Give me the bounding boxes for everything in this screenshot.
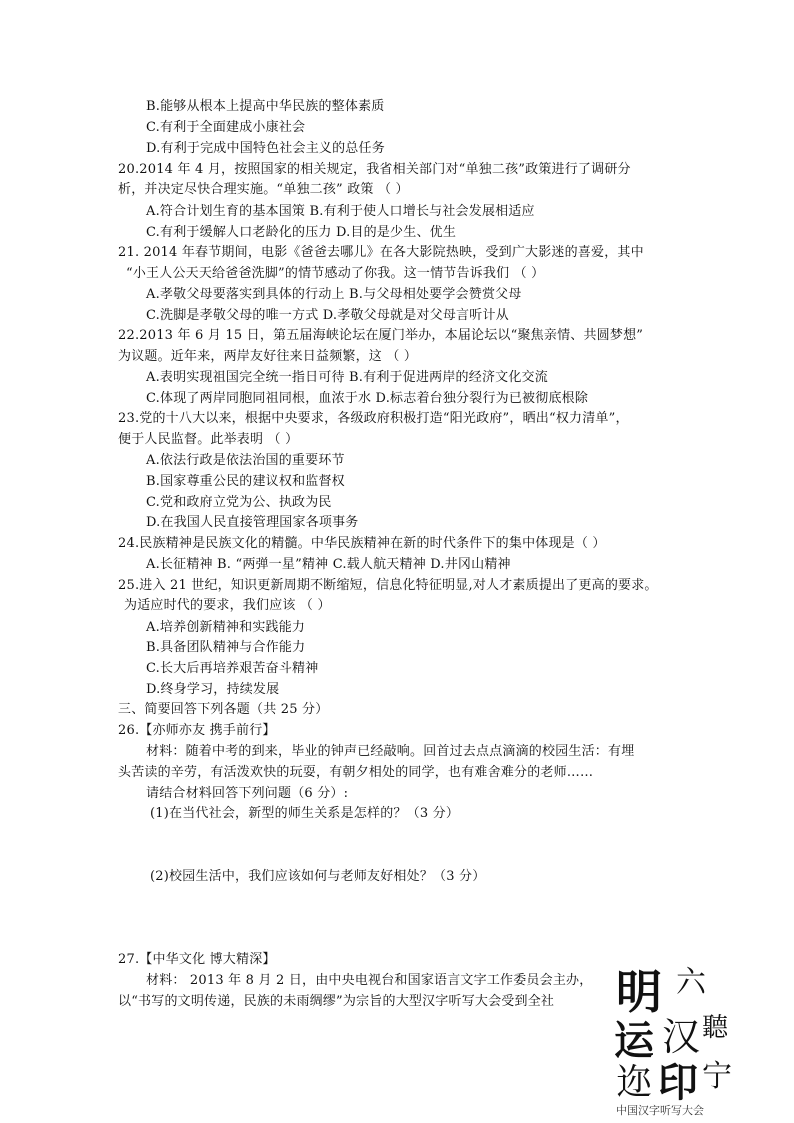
section-three-heading: 三、简要回答下列各题（共 25 分） [118, 702, 329, 717]
q25-option-b: B.具备团队精神与合作能力 [146, 640, 306, 655]
q27-material-line1: 材料： 2013 年 8 月 2 日，由中央电视台和国家语言文字工作委员会主办， [146, 973, 593, 988]
q27-heading: 27.【中华文化 博大精深】 [118, 952, 276, 967]
logo-glyph: 迩 [616, 1062, 653, 1103]
logo-glyph: 宁 [702, 1059, 732, 1094]
q22-options-ab: A.表明实现祖国完全统一指日可待 B.有利于促进两岸的经济文化交流 [146, 370, 548, 385]
q23-option-d: D.在我国人民直接管理国家各项事务 [146, 515, 359, 530]
q22-stem-line1: 22.2013 年 6 月 15 日，第五届海峡论坛在厦门举办，本届论坛以“聚焦亲情、共圆梦想” [118, 328, 644, 343]
logo-glyph: 明 [616, 965, 662, 1019]
q26-heading: 26.【亦师亦友 携手前行】 [118, 723, 276, 738]
q19-option-b: B.能够从根本上提高中华民族的整体素质 [146, 99, 385, 114]
q23-stem-line1: 23.党的十八大以来，根据中央要求，各级政府积极打造“阳光政府”，晒出“权力清单”， [118, 411, 629, 426]
q21-options-cd: C.洗脚是孝敬父母的唯一方式 D.孝敬父母就是对父母言听计从 [146, 308, 509, 323]
logo-glyph: 六 [676, 965, 706, 1000]
q25-option-c: C.长大后再培养艰苦奋斗精神 [146, 661, 319, 676]
q22-stem-line2: 为议题。近年来，两岸友好往来日益频繁，这 （ ） [118, 349, 418, 364]
q23-option-c: C.党和政府立党为公、执政为民 [146, 495, 332, 510]
q20-options-cd: C.有利于缓解人口老龄化的压力 D.目的是少生、优生 [146, 225, 457, 240]
dictation-contest-logo [610, 958, 740, 1123]
q24-stem: 24.民族精神是民族文化的精髓。中华民族精神在新的时代条件下的集中体现是（ ） [118, 536, 606, 551]
logo-glyph: 运 [614, 1018, 654, 1064]
q21-stem-line2: “小王人公天天给爸爸洗脚”的情节感动了你我。这一情节告诉我们 （ ） [126, 266, 545, 281]
logo-glyph: 聽 [702, 1013, 729, 1043]
q19-option-d: D.有利于完成中国特色社会主义的总任务 [146, 141, 385, 156]
q26-instruction: 请结合材料回答下列问题（6 分）: [146, 786, 349, 801]
q20-stem-line2: 析，并决定尽快合理实施。“单独二孩” 政策 （ ） [118, 182, 409, 197]
logo-glyph: 汉 [662, 1015, 701, 1059]
q26-material-line1: 材料：随着中考的到来，毕业的钟声已经敲响。回首过去点点滴滴的校园生活：有埋 [146, 744, 635, 759]
q23-stem-line2: 便于人民监督。此举表明 （ ） [118, 432, 299, 447]
q25-option-a: A.培养创新精神和实践能力 [146, 620, 306, 635]
q23-option-a: A.依法行政是依法治国的重要环节 [146, 453, 345, 468]
q25-option-d: D.终身学习，持续发展 [146, 682, 280, 697]
q23-option-b: B.国家尊重公民的建议权和监督权 [146, 474, 345, 489]
q19-option-c: C.有利于全面建成小康社会 [146, 120, 306, 135]
q26-subquestion-2: (2)校园生活中，我们应该如何与老师友好相处？（3 分） [150, 869, 486, 884]
q22-options-cd: C.体现了两岸同胞同祖同根，血浓于水 D.标志着台独分裂行为已被彻底根除 [146, 391, 589, 406]
logo-glyph: 印 [658, 1060, 698, 1106]
q26-subquestion-1: (1)在当代社会，新型的师生关系是怎样的？（3 分） [150, 806, 460, 821]
q25-stem-line2: 为适应时代的要求，我们应该 （ ） [124, 598, 331, 613]
q26-material-line2: 头苦读的辛劳，有活泼欢快的玩耍，有朝夕相处的同学，也有难舍难分的老师…… [118, 765, 594, 780]
q27-material-line2: 以“书写的文明传递，民族的未雨绸缪”为宗旨的大型汉字听写大会受到全社 [118, 994, 555, 1009]
q21-options-ab: A.孝敬父母要落实到具体的行动上 B.与父母相处要学会赞赏父母 [146, 287, 522, 302]
q20-stem-line1: 20.2014 年 4 月，按照国家的相关规定，我省相关部门对“单独二孩”政策进行了调研分 [118, 162, 631, 177]
q24-options: A.长征精神 B. “两弹一星”精神 C.载人航天精神 D.井冈山精神 [146, 557, 511, 572]
q20-options-ab: A.符合计划生育的基本国策 B.有利于使人口增长与社会发展相适应 [146, 204, 535, 219]
q21-stem-line1: 21. 2014 年春节期间，电影《爸爸去哪儿》在各大影院热映，受到广大影迷的喜爱，其中 [118, 245, 644, 260]
q25-stem-line1: 25.进入 21 世纪，知识更新周期不断缩短，信息化特征明显,对人才素质提出了更高的要求。 [118, 578, 658, 593]
logo-caption: 中国汉字听写大会 [616, 1104, 704, 1117]
